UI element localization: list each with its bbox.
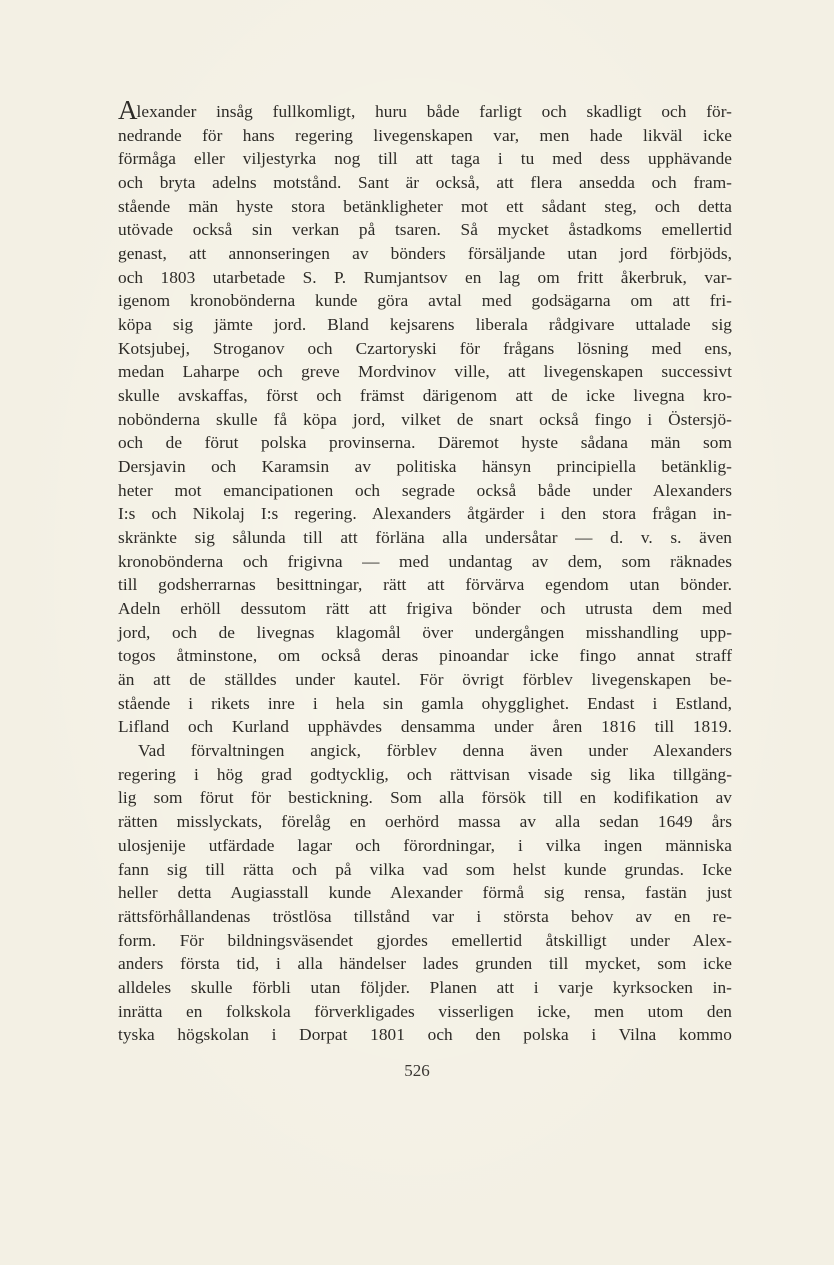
text-line: skulle avskaffas, först och främst därigenom att de icke livegna kro- (118, 386, 732, 406)
text-line (118, 95, 732, 125)
text-line: inrätta en folkskola förverkligades visserligen icke, men utom den (118, 1001, 732, 1021)
text-line: rätten misslyckats, förelåg en oerhörd massa av alla sedan 1649 års (118, 812, 732, 832)
text-line: kronobönderna och frigivna — med undantag av dem, som räknades (118, 551, 732, 571)
text-line: tyska högskolan i Dorpat 1801 och den polska i Vilna kommo (118, 1025, 732, 1045)
text-line: ulosjenije utfärdade lagar och förordningar, i vilka ingen människa (118, 835, 732, 855)
text-line: regering i hög grad godtycklig, och rättvisan visade sig lika tillgäng- (118, 764, 732, 784)
text-line: form. För bildningsväsendet gjordes emellertid åtskilligt under Alex- (118, 930, 732, 950)
text-line: togos åtminstone, om också deras pinoandar icke fingo annat straff (118, 646, 732, 666)
text-line: jord, och de livegnas klagomål över undergången misshandling upp- (118, 622, 732, 642)
text-line: heter mot emancipationen och segrade också både under Alexanders (118, 480, 732, 500)
text-line: nedrande för hans regering livegenskapen var, men hade likväl icke (118, 125, 732, 145)
text-line: skränkte sig sålunda till att förläna alla undersåtar — d. v. s. även (118, 528, 732, 548)
text-line: stående män hyste stora betänkligheter mot ett sådant steg, och detta (118, 196, 732, 216)
initial-letter: A (118, 95, 137, 125)
text-line: och 1803 utarbetade S. P. Rumjantsov en lag om fritt åkerbruk, var- (118, 267, 732, 287)
text-line: förmåga eller viljestyrka nog till att taga i tu med dess upphävande (118, 149, 732, 169)
page-number: 526 (404, 1061, 430, 1080)
body-text (118, 95, 732, 1047)
text-line: rättsförhållandenas tröstlösa tillstånd var i största behov av en re- (118, 906, 732, 926)
text-line: än att de ställdes under kautel. För övrigt förblev livegenskapen be- (118, 670, 732, 690)
text-line: Vad förvaltningen angick, förblev denna även under Alexanders (138, 741, 732, 761)
text-line: utövade också sin verkan på tsaren. Så mycket åstadkoms emellertid (118, 220, 732, 240)
text-line: stående i rikets inre i hela sin gamla ohygglighet. Endast i Estland, (118, 693, 732, 713)
text-line: genast, att annonseringen av bönders försäljande utan jord förbjöds, (118, 244, 732, 264)
text-line: lig som förut för bestickning. Som alla försök till en kodifikation av (118, 788, 732, 808)
text-line: Kotsjubej, Stroganov och Czartoryski för frågans lösning med ens, (118, 338, 732, 358)
text-line: I:s och Nikolaj I:s regering. Alexanders åtgärder i den stora frågan in- (118, 504, 732, 524)
text-line: alldeles skulle förbli utan följder. Planen att i varje kyrksocken in- (118, 977, 732, 997)
text-line: och bryta adelns motstånd. Sant är också, att flera ansedda och fram- (118, 173, 732, 193)
text-line: Lifland och Kurland upphävdes densamma under åren 1816 till 1819. (118, 717, 732, 737)
text-line: Adeln erhöll dessutom rätt att frigiva bönder och utrusta dem med (118, 599, 732, 619)
text-line: igenom kronobönderna kunde göra avtal med godsägarna om att fri- (118, 291, 732, 311)
text-line: medan Laharpe och greve Mordvinov ville, att livegenskapen successivt (118, 362, 732, 382)
text-line: till godsherrarnas besittningar, rätt att förvärva egendom utan bönder. (118, 575, 732, 595)
text-line: anders första tid, i alla händelser lades grunden till mycket, som icke (118, 954, 732, 974)
text-line: heller detta Augiasstall kunde Alexander förmå sig rensa, fastän just (118, 883, 732, 903)
text-line-content: lexander insåg fullkomligt, huru både farligt och skadligt och för- (136, 102, 732, 121)
text-line: Dersjavin och Karamsin av politiska hänsyn principiella betänklig- (118, 457, 732, 477)
text-line: och de förut polska provinserna. Däremot hyste sådana män som (118, 433, 732, 453)
text-line: fann sig till rätta och på vilka vad som helst kunde grundas. Icke (118, 859, 732, 879)
text-line: köpa sig jämte jord. Bland kejsarens liberala rådgivare uttalade sig (118, 315, 732, 335)
text-line: nobönderna skulle få köpa jord, vilket de snart också fingo i Östersjö- (118, 409, 732, 429)
